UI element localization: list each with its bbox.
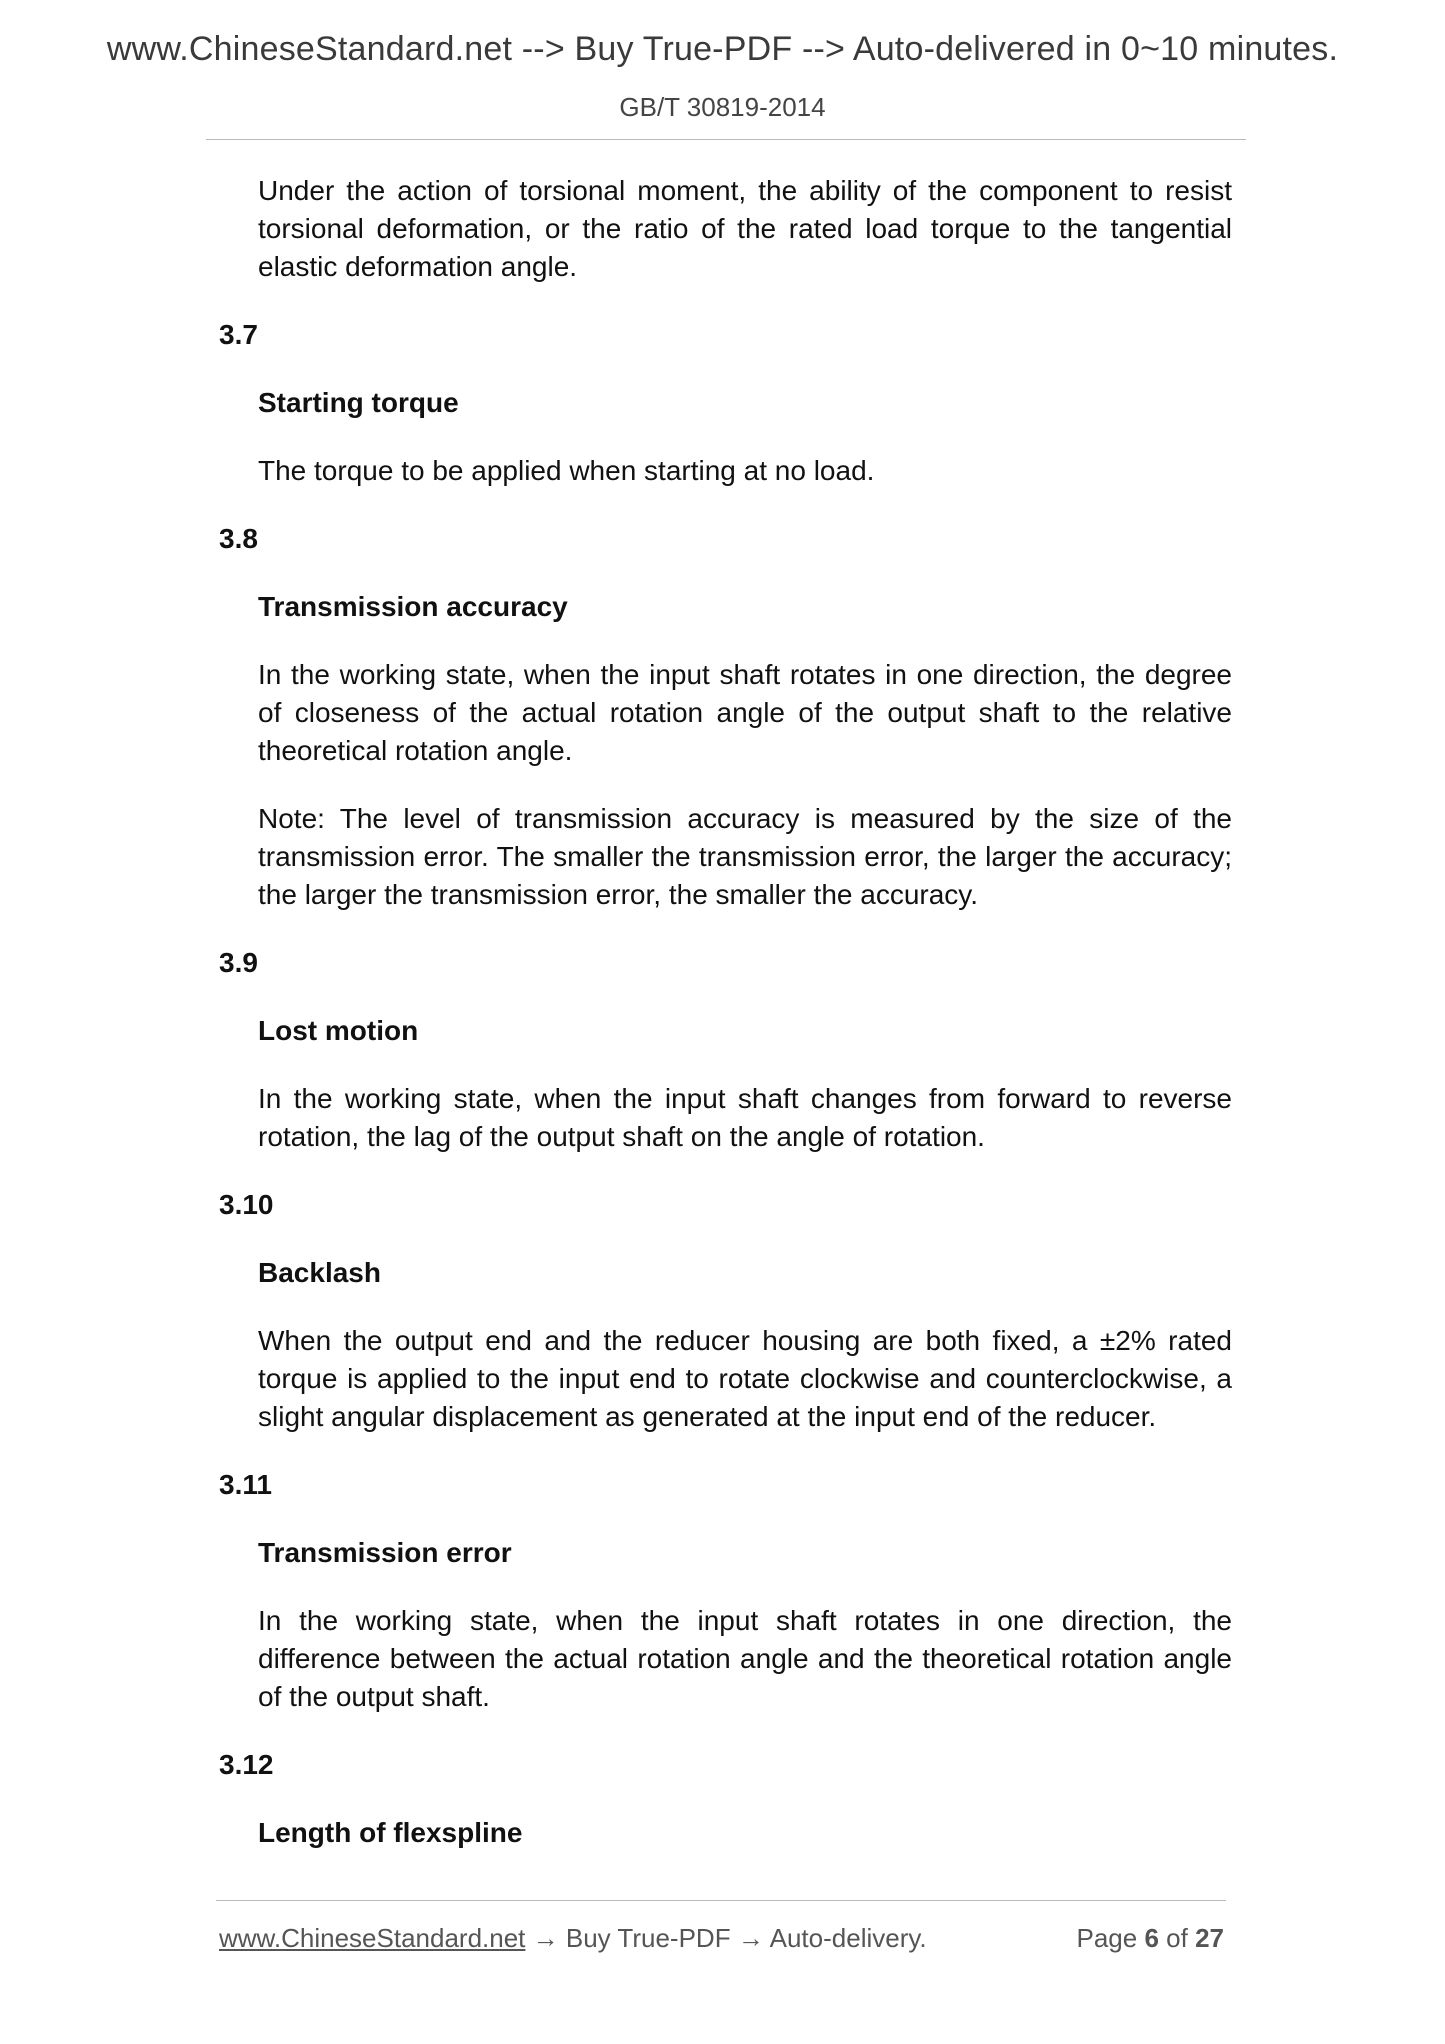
term-heading: Lost motion [258,1015,419,1046]
term-heading: Transmission accuracy [258,591,568,622]
term-definition: In the working state, when the input shaft changes from forward to reverse rotation, the lag of the output shaft on the angle of rotation. [258,1083,1232,1152]
footer-divider [216,1900,1226,1901]
footer-buy-text: Buy True-PDF [565,1923,731,1953]
footer-delivery-text: Auto-delivery. [769,1923,927,1953]
document-code: GB/T 30819-2014 [619,92,826,122]
term-heading: Transmission error [258,1537,512,1568]
arrow-right-icon: → [737,1923,764,1953]
clause-number: 3.11 [219,1469,272,1500]
page-total: 27 [1195,1923,1224,1953]
term-definition: In the working state, when the input shaft rotates in one direction, the degree of closeness of the actual rotation angle of the output shaft to the relative theoretical rotation angle. [258,659,1232,766]
page-of-label: of [1166,1923,1188,1953]
header-divider [206,139,1246,140]
clause-number: 3.8 [219,523,258,554]
footer-promo [219,1921,927,1955]
term-definition: When the output end and the reducer housing are both fixed, a ±2% rated torque is applied to the input end to rotate clockwise and counterclockwise, a slight angular displacement as generated at the input end of the reducer. [258,1325,1232,1432]
page-label: Page [1076,1923,1138,1953]
footer-site-link[interactable]: www.ChineseStandard.net [219,1923,526,1953]
top-banner[interactable]: www.ChineseStandard.net --> Buy True-PDF --> Auto-delivered in 0~10 minutes. [106,30,1339,68]
page-current: 6 [1144,1923,1159,1953]
term-heading: Length of flexspline [258,1817,523,1848]
clause-number: 3.9 [219,947,258,978]
page-indicator [1076,1921,1224,1955]
clause-number: 3.12 [219,1749,274,1780]
term-heading: Starting torque [258,387,459,418]
term-definition: In the working state, when the input shaft rotates in one direction, the difference between the actual rotation angle and the theoretical rotation angle of the output shaft. [258,1605,1232,1712]
arrow-right-icon: → [532,1923,559,1953]
intro-paragraph: Under the action of torsional moment, the ability of the component to resist torsional deformation, or the ratio of the rated load torque to the tangential elastic deformation angle. [258,175,1232,282]
clause-number: 3.10 [219,1189,274,1220]
clause-number: 3.7 [219,319,258,350]
term-definition: The torque to be applied when starting at no load. [258,455,875,486]
term-heading: Backlash [258,1257,381,1288]
term-note: Note: The level of transmission accuracy is measured by the size of the transmission error. The smaller the transmission error, the larger the accuracy; the larger the transmission error, the smaller the accuracy. [258,803,1232,910]
